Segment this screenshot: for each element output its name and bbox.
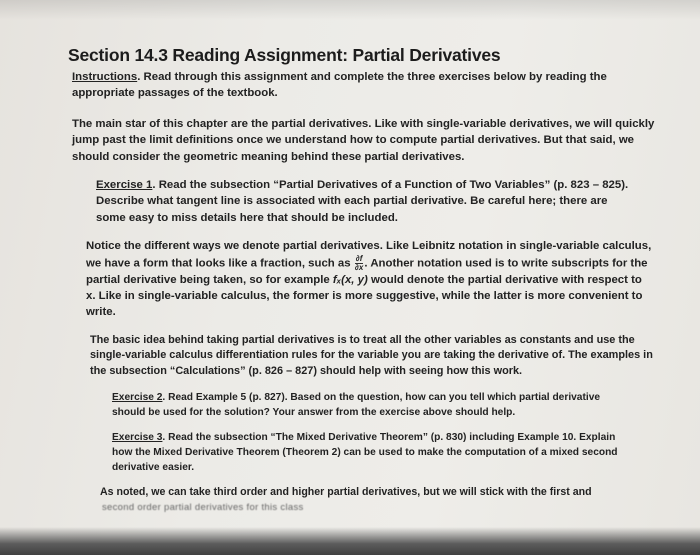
top-shadow: [0, 0, 700, 20]
page-title: Section 14.3 Reading Assignment: Partial Derivatives: [68, 45, 501, 65]
partial-fraction: [355, 255, 364, 272]
exercise-1: [96, 177, 636, 226]
exercise-3-text: . Read the subsection “The Mixed Derivative Theorem” (p. 830) including Example 10. Explain how the Mixed Derivative Theorem (Theorem 2) can be used to make the computation of a mixed second derivative easier.: [112, 431, 618, 473]
cut-off-line: second order partial derivatives for this class: [102, 501, 304, 513]
fraction-denominator: ∂x: [354, 262, 364, 272]
instructions-text: . Read through this assignment and complete the three exercises below by reading the appropriate passages of the textbook.: [72, 71, 607, 100]
exercise-3: [112, 430, 632, 475]
notation-text-before: Notice the different ways we denote partial derivatives. Like Leibnitz notation in single-variable calculus, we have a form that looks like a fraction, such as: [86, 240, 652, 270]
main-star-paragraph: The main star of this chapter are the partial derivatives. Like with single-variable derivatives, we will quickly jump past the limit definitions once we understand how to compute partial derivatives. But that said, we should consider the geometric meaning behind these partial derivatives.: [72, 117, 655, 163]
subscript-notation: fₓ(x, y): [332, 273, 368, 286]
document-page: [68, 45, 658, 516]
exercise-2: [112, 390, 632, 420]
notation-text-middle: . Another notation used is to write subscripts for the partial derivative being taken, so for example: [86, 257, 648, 286]
instructions-label: Instructions: [72, 71, 138, 83]
basic-idea-paragraph: The basic idea behind taking partial derivatives is to treat all the other variables as constants and use the single-variable calculus differentiation rules for the variable you are taking the derivative of. The examples in the subsection “Calculations” (p. 826 – 827) should help with seeing how this work.: [90, 333, 653, 378]
exercise-1-text: . Read the subsection “Partial Derivatives of a Function of Two Variables” (p. 823 – 825). Describe what tangent line is associated with each partial derivative. Be careful here; there are some easy to miss details here that should be included.: [96, 179, 629, 224]
notation-text-after: would denote the partial derivative with respect to x. Like in single-variable calculus, the former is more suggestive, while the latter is more convenient to write.: [86, 273, 643, 319]
instructions-paragraph: [72, 69, 658, 102]
fraction-numerator: ∂f: [355, 253, 363, 263]
exercise-1-label: Exercise 1: [96, 179, 153, 192]
as-noted-paragraph: As noted, we can take third order and higher partial derivatives, but we will stick with the first and: [100, 485, 592, 498]
exercise-2-text: . Read Example 5 (p. 827). Based on the question, how can you tell which partial derivative should be used for the solution? Your answer from the exercise above should help.: [112, 391, 601, 418]
exercise-2-label: Exercise 2: [112, 391, 163, 403]
notation-paragraph: [86, 238, 654, 321]
exercise-3-label: Exercise 3: [112, 431, 163, 443]
bottom-shadow: [0, 527, 700, 555]
